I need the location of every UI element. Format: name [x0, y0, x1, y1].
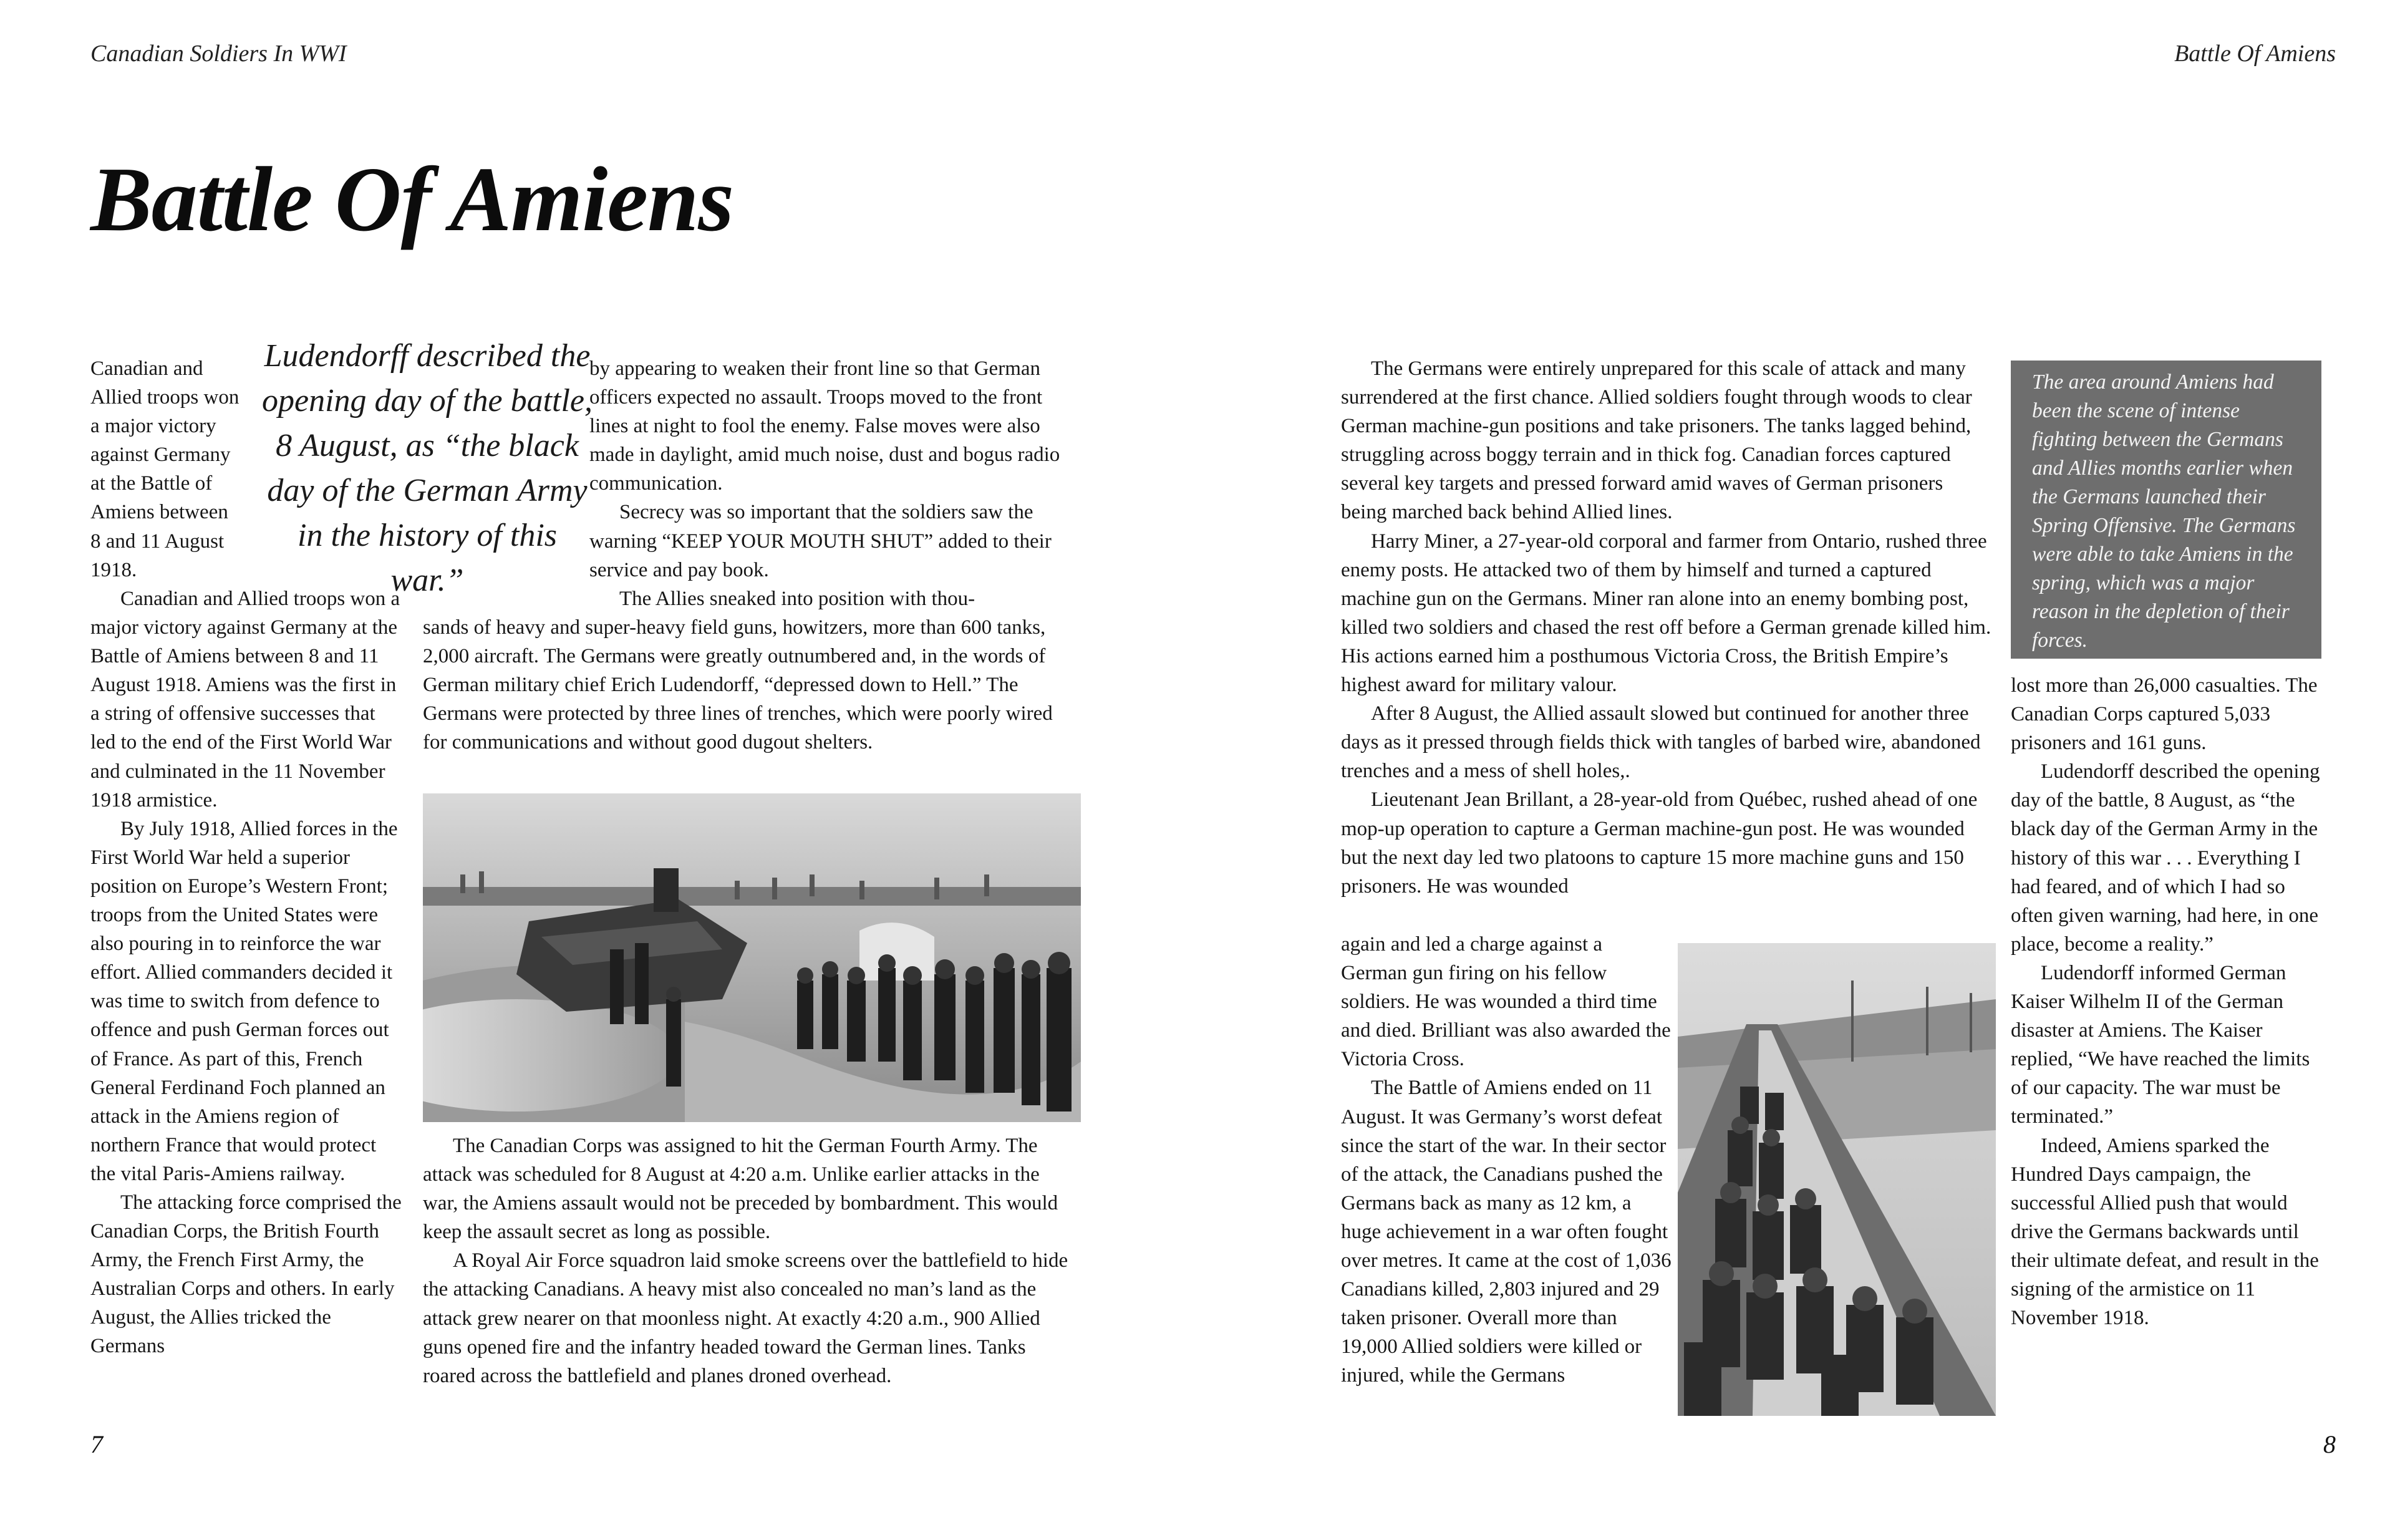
paragraph: again and led a charge against a German gun firing on his fellow soldiers. He was wounded a third time and died. Brilliant was also awarded the Victoria Cross.	[1341, 933, 1671, 1071]
article-column-2-wide	[423, 613, 1072, 757]
tank-battle-photo	[423, 793, 1081, 1122]
lead-paragraph-narrow: Canadian and Allied troops won a major victory against Germany at the Battle of Amiens between 8 and 11 August 1918.	[90, 357, 240, 581]
page-number-right: 8	[2323, 1430, 2336, 1458]
prisoners-column-photo-image	[1678, 943, 1996, 1416]
paragraph: The Battle of Amiens ended on 11 August. It was Germany’s worst defeat since the start of the war. In their sector of the attack, the Canadians pushed the Germans back as many as 12 km, a huge achievement in a war often fought over metres. It came at the cost of 1,036 Canadians killed, 2,803 injured and 29 taken prisoner. Overall more than 19,000 Allied soldiers were killed or injured, while the Germans	[1341, 1077, 1672, 1387]
paragraph: Secrecy was so important that the soldiers saw the warning “KEEP YOUR MOUTH SHUT” added to their service and pay book.	[589, 501, 1052, 581]
prisoners-column-photo	[1678, 943, 1996, 1416]
tank-battle-photo-image	[423, 793, 1081, 1122]
paragraph: Ludendorff described the opening day of the battle, 8 August, as “the black day of the German Army in the history of this war . . . Everything I had feared, and of which I had so often given warning, had here, in one place, become a reality.”	[2011, 760, 2320, 956]
article-column-4	[2011, 671, 2323, 1332]
paragraph: The Germans were entirely unprepared for this scale of attack and many surrendered at the first chance. Allied soldiers fought through woods to clear German machine-gun positions and take prisoners. The tanks lagged behind, struggling across boggy terrain and in thick fog. Canadian forces captured several key targets and pressed forward amid waves of German prisoners being marched back behind Allied lines.	[1341, 357, 1972, 524]
paragraph: Ludendorff informed German Kaiser Wilhelm II of the German disaster at Amiens. The Kaiser replied, “We have reached the limits of our capacity. The war must be terminated.”	[2011, 961, 2310, 1128]
paragraph: sands of heavy and super-heavy field guns, howitzers, more than 600 tanks, 2,000 aircraft. The Germans were greatly outnumbered and, in the words of German military chief Erich Ludendorff, “depressed down to Hell.” The Germans were protected by three lines of trenches, which were poorly wired for communications and without good dugout shelters.	[423, 616, 1053, 754]
pull-quote: Ludendorff described the opening day of the battle, 8 August, as “the black day of the German Army in the history of this war.”	[262, 338, 593, 598]
article-column-3-top	[1341, 354, 1993, 901]
article-column-3-bottom	[1341, 930, 1672, 1390]
paragraph: The Canadian Corps was assigned to hit the German Fourth Army. The attack was scheduled for 8 August at 4:20 a.m. Unlike earlier attacks in the war, the Amiens assault would not be preceded by bombardment. This would keep the assault secret as long as possible.	[423, 1135, 1058, 1244]
page-number-left: 7	[90, 1430, 103, 1458]
paragraph: by appearing to weaken their front line so that German officers expected no assault. Troops moved to the front lines at night to fool the enemy. False moves were also made in daylight, amid much noise, dust and bogus radio communication.	[589, 357, 1060, 495]
article-column-1	[90, 584, 402, 1361]
paragraph: Canadian and Allied troops won a major victory against Germany at the Battle of Amiens between 8 and 11 August 1918. Amiens was the first in a string of offensive successes that led to the end of the First World War and culminated in the 11 November 1918 armistice.	[90, 588, 400, 811]
page-title: Battle Of Amiens	[90, 148, 733, 251]
paragraph: Harry Miner, a 27-year-old corporal and farmer from Ontario, rushed three enemy posts. He attacked two of them by himself and turned a captured machine gun on the Germans. Miner ran alone into an enemy bombing post, killed two soldiers and chased the rest off before a German grenade killed him. His actions earned him a posthumous Victoria Cross, the British Empire’s highest award for military valour.	[1341, 530, 1991, 697]
paragraph: The Allies sneaked into position with thou-	[619, 587, 975, 610]
paragraph: The attacking force comprised the Canadian Corps, the British Fourth Army, the French First Army, the Australian Corps and others. In early August, the Allies tricked the Germans	[90, 1191, 402, 1358]
paragraph: Lieutenant Jean Brillant, a 28-year-old from Québec, rushed ahead of one mop-up operation to capture a German machine-gun post. He was wounded but the next day led two platoons to capture 15 more machine guns and 150 prisoners. He was wounded	[1341, 788, 1978, 898]
sidebar-box: The area around Amiens had been the scene of intense fighting between the Germans and Allies months earlier when the Germans launched their Spring Offensive. The Germans were able to take Amiens in the spring, which was a major reason in the depletion of their forces.	[2011, 361, 2321, 659]
paragraph: A Royal Air Force squadron laid smoke screens over the battlefield to hide the attacking Canadians. A heavy mist also concealed no man’s land as the attack grew nearer on that moonless night. At exactly 4:20 a.m., 900 Allied guns opened fire and the infantry headed toward the German lines. Tanks roared across the battlefield and planes droned overhead.	[423, 1249, 1068, 1387]
paragraph: After 8 August, the Allied assault slowed but continued for another three days as it pressed through fields thick with tangles of barbed wire, abandoned trenches and a mess of shell holes,.	[1341, 702, 1981, 783]
running-header-left: Canadian Soldiers In WWI	[90, 41, 347, 67]
article-column-2-top	[589, 354, 1070, 613]
paragraph: Indeed, Amiens sparked the Hundred Days campaign, the successful Allied push that would drive the Germans backwards until their ultimate defeat, and result in the signing of the armistice on 11 November 1918.	[2011, 1134, 2319, 1330]
paragraph: lost more than 26,000 casualties. The Canadian Corps captured 5,033 prisoners and 161 guns.	[2011, 674, 2318, 755]
running-header-right: Battle Of Amiens	[2174, 41, 2336, 67]
article-column-2-bottom	[423, 1131, 1072, 1390]
paragraph: By July 1918, Allied forces in the First World War held a superior position on Europe’s Western Front; troops from the United States were also pouring in to reinforce the war effort. Allied commanders decided it was time to switch from defence to offence and push German forces out of France. As part of this, French General Ferdinand Foch planned an attack in the Amiens region of northern France that would protect the vital Paris-Amiens railway.	[90, 817, 398, 1185]
